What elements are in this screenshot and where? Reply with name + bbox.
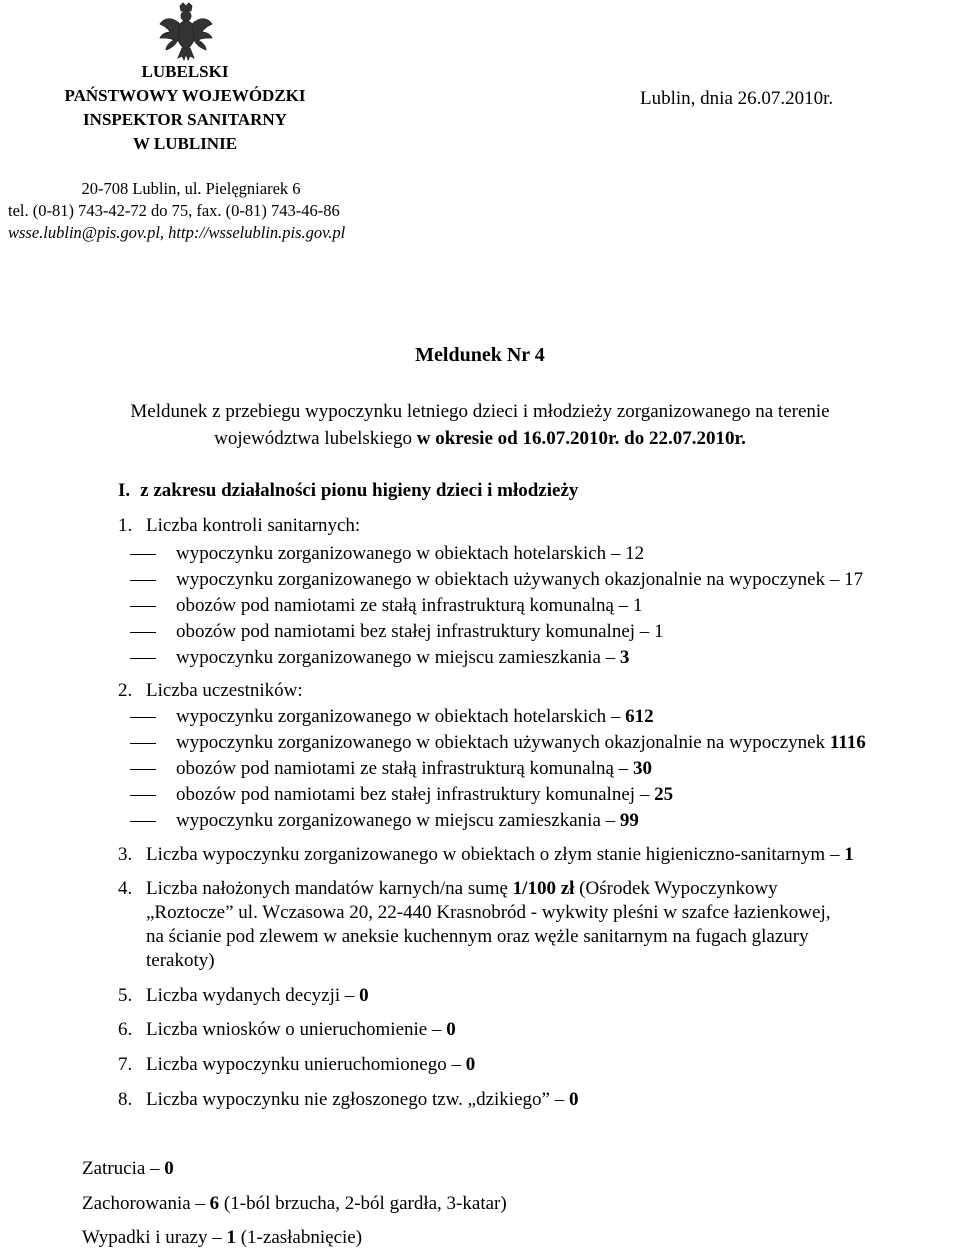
illnesses-detail: (1-ból brzucha, 2-ból gardła, 3-katar)	[219, 1193, 507, 1214]
list-item	[130, 621, 664, 643]
item-number: 5.	[118, 985, 133, 1006]
subtitle-text: Meldunek z przebiegu wypoczynku letniego dzieci i młodzieży zorganizowanego na terenie województwa lubelskiego	[130, 401, 830, 449]
item-detail: (Ośrodek Wypoczynkowy	[574, 878, 778, 899]
address: 20-708 Lublin, ul. Pielęgniarek 6	[81, 179, 301, 198]
list-item-value: 30	[632, 758, 652, 779]
illnesses-value: 6	[209, 1193, 220, 1214]
list-item-text: obozów pod namiotami ze stałą infrastrukturą komunalną –	[176, 758, 633, 779]
item-number: 6.	[118, 1019, 133, 1040]
item-3	[118, 844, 854, 866]
list-item-value: 12	[625, 543, 645, 564]
dash-bullet	[130, 658, 156, 660]
institution-line: INSPEKTOR SANITARNY	[83, 110, 287, 129]
list-item-text: obozów pod namiotami bez stałej infrastruktury komunalnej –	[176, 621, 655, 642]
institution-line: W LUBLINIE	[132, 134, 238, 153]
section-number: I.	[118, 480, 131, 501]
dash-bullet	[130, 769, 156, 771]
institution-line: LUBELSKI	[141, 62, 229, 81]
dash-bullet	[130, 717, 156, 719]
list-item-value: 3	[619, 647, 630, 668]
list-item-value: 612	[625, 706, 654, 727]
list-item	[130, 784, 673, 806]
accidents-label: Wypadki i urazy –	[82, 1227, 227, 1248]
illnesses-label: Zachorowania –	[82, 1193, 210, 1214]
list-item	[130, 569, 863, 591]
list-item-value: 1	[654, 621, 664, 642]
list-item-text: wypoczynku zorganizowanego w obiektach hotelarskich –	[176, 543, 626, 564]
item-line: „Roztocze” ul. Wczasowa 20, 22-440 Krasnobród - wykwity pleśni w szafce łazienkowej,	[146, 902, 831, 923]
item-number: 2.	[118, 680, 133, 701]
document-date: Lublin, dnia 26.07.2010r.	[640, 88, 834, 109]
report-title: Meldunek Nr 4	[415, 344, 545, 366]
list-item-text: wypoczynku zorganizowanego w miejscu zamieszkania –	[176, 647, 620, 668]
report-subtitle	[110, 398, 850, 452]
item-number: 7.	[118, 1054, 133, 1075]
list-item-value: 1	[632, 595, 643, 616]
dash-bullet	[130, 606, 156, 608]
item-line: terakoty)	[146, 950, 215, 971]
accidents-detail: (1-zasłabnięcie)	[235, 1227, 363, 1248]
item-value: 0	[359, 985, 369, 1006]
list-item-value: 25	[654, 784, 674, 805]
item-text: Liczba wydanych decyzji –	[146, 985, 360, 1006]
list-item-value: 1116	[829, 732, 866, 753]
item-value: 1	[844, 844, 854, 865]
list-item-text: wypoczynku zorganizowanego w miejscu zamieszkania –	[176, 810, 620, 831]
list-item	[130, 647, 629, 669]
item-label: Liczba kontroli sanitarnych:	[146, 515, 361, 536]
item-5	[118, 985, 369, 1007]
item-label: Liczba uczestników:	[146, 680, 303, 701]
item-number: 8.	[118, 1089, 133, 1110]
section-title: z zakresu działalności pionu higieny dzieci i młodzieży	[140, 480, 579, 501]
illnesses-line	[82, 1193, 507, 1215]
subtitle-period: w okresie od 16.07.2010r. do 22.07.2010r.	[416, 428, 746, 449]
contact-info	[8, 178, 374, 244]
dash-bullet	[130, 795, 156, 797]
list-item-value: 17	[844, 569, 864, 590]
item-line	[146, 877, 918, 901]
list-item-text: wypoczynku zorganizowanego w obiektach używanych okazjonalnie na wypoczynek –	[176, 569, 845, 590]
item-1	[118, 515, 360, 537]
poisonings-line	[82, 1158, 174, 1180]
institution-line: PAŃSTWOWY WOJEWÓDZKI	[64, 86, 306, 105]
item-line: na ścianie pod zlewem w aneksie kuchennym oraz wężle sanitarnym na fugach glazury	[146, 926, 809, 947]
list-item	[130, 543, 644, 565]
list-item-text: wypoczynku zorganizowanego w obiektach hotelarskich –	[176, 706, 626, 727]
item-4	[118, 877, 918, 973]
institution-name	[40, 60, 330, 156]
accidents-value: 1	[226, 1227, 236, 1248]
item-text: Liczba wniosków o unieruchomienie –	[146, 1019, 447, 1040]
list-item-text: obozów pod namiotami bez stałej infrastruktury komunalnej –	[176, 784, 655, 805]
phone-fax: tel. (0-81) 743-42-72 do 75, fax. (0-81) 743-46-86	[8, 201, 340, 220]
item-8	[118, 1089, 578, 1111]
dash-bullet	[130, 821, 156, 823]
item-6	[118, 1019, 456, 1041]
dash-bullet	[130, 554, 156, 556]
list-item-text: wypoczynku zorganizowanego w obiektach używanych okazjonalnie na wypoczynek	[176, 732, 830, 753]
item-text: Liczba nałożonych mandatów karnych/na sumę	[146, 878, 513, 899]
list-item	[130, 706, 654, 728]
dash-bullet	[130, 743, 156, 745]
item-text: Liczba wypoczynku unieruchomionego –	[146, 1054, 466, 1075]
item-number: 3.	[118, 844, 133, 865]
list-item	[130, 758, 652, 780]
item-number: 1.	[118, 515, 133, 536]
dash-bullet	[130, 580, 156, 582]
dash-bullet	[130, 632, 156, 634]
item-value: 0	[568, 1089, 579, 1110]
list-item	[130, 732, 866, 754]
list-item	[130, 595, 642, 617]
email-website: wsse.lublin@pis.gov.pl, http://wsselublin.pis.gov.pl	[8, 223, 346, 242]
item-value: 0	[446, 1019, 456, 1040]
item-2	[118, 680, 303, 702]
item-text: Liczba wypoczynku zorganizowanego w obiektach o złym stanie higieniczno-sanitarnym –	[146, 844, 845, 865]
list-item-value: 99	[619, 810, 639, 831]
item-text: Liczba wypoczynku nie zgłoszonego tzw. „dzikiego” –	[146, 1089, 569, 1110]
list-item	[130, 810, 639, 832]
poisonings-label: Zatrucia –	[82, 1158, 165, 1179]
item-value: 1/100 zł	[512, 878, 575, 899]
item-7	[118, 1054, 475, 1076]
poisonings-value: 0	[164, 1158, 174, 1179]
section-heading	[118, 480, 578, 502]
item-value: 0	[465, 1054, 476, 1075]
accidents-line	[82, 1227, 362, 1249]
polish-eagle-emblem-icon	[158, 2, 214, 62]
item-number: 4.	[118, 878, 133, 899]
list-item-text: obozów pod namiotami ze stałą infrastrukturą komunalną –	[176, 595, 633, 616]
